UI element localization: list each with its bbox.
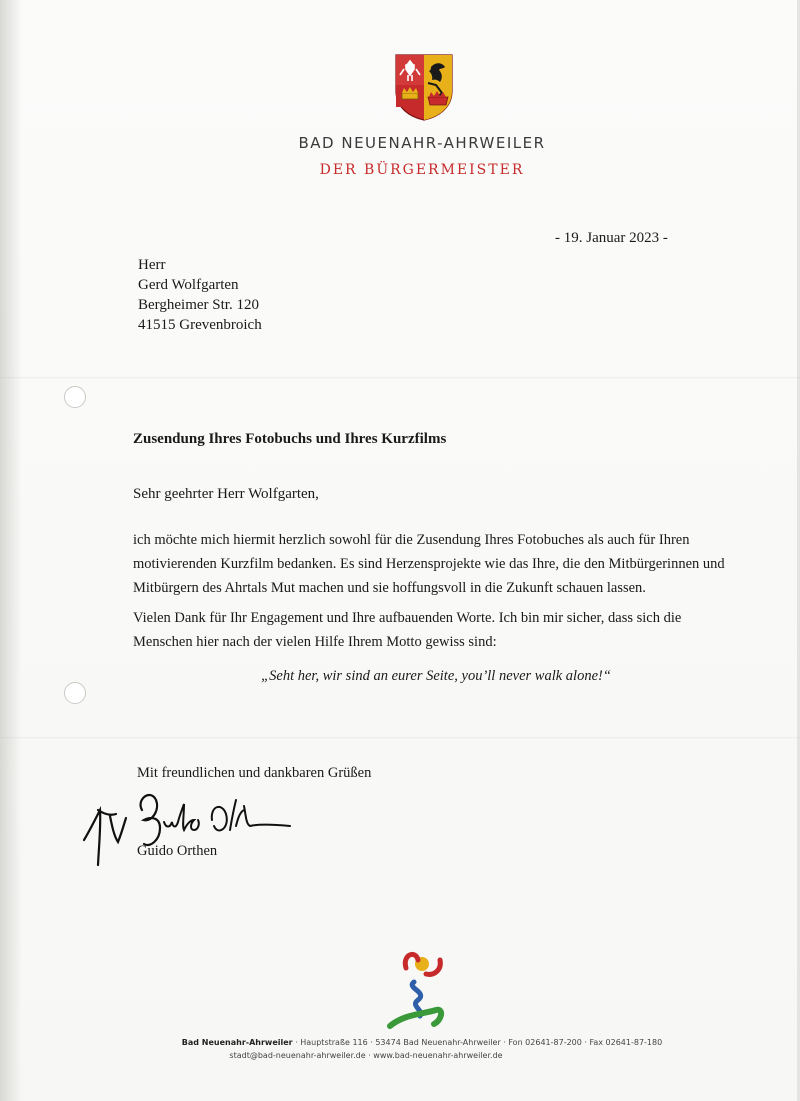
recipient-street: Bergheimer Str. 120: [138, 297, 259, 313]
letterhead-org-name: BAD NEUENAHR-AHRWEILER: [298, 134, 546, 152]
footer-org-name: Bad Neuenahr-Ahrweiler: [181, 1038, 293, 1047]
recipient-city: 41515 Grevenbroich: [138, 317, 262, 333]
body-paragraph-2: Vielen Dank für Ihr Engagement und Ihre aufbauenden Worte. Ich bin mir sicher, dass sich die Menschen hier nach der vielen Hilfe Ihrem Motto gewiss sind:: [133, 610, 682, 650]
footer-contact-line: stadt@bad-neuenahr-ahrweiler.de · www.bad-neuenahr-ahrweiler.de: [229, 1051, 503, 1060]
letterhead-subtitle: DER BÜRGERMEISTER: [319, 162, 525, 178]
signer-name: Guido Orthen: [137, 843, 218, 859]
recipient-name: Gerd Wolfgarten: [138, 277, 239, 293]
fold-line-upper: [0, 377, 800, 379]
punch-hole-upper: [64, 386, 86, 408]
body-paragraph-1: ich möchte mich hiermit herzlich sowohl für die Zusendung Ihres Fotobuches als auch für Ihren motivierenden Kurzfilm bedanken. Es sind Herzensprojekte wie das Ihre, die den Mitbürgerinnen und Mitbürgern des Ahrtals Mut machen und sie hoffungsvoll in die Zukunft schauen lassen.: [133, 532, 725, 596]
recipient-salutation-line: Herr: [138, 257, 166, 273]
city-figure-logo-icon: [384, 950, 448, 1034]
footer-address-line: [0, 1038, 800, 1047]
letter-subject: Zusendung Ihres Fotobuchs und Ihres Kurzfilms: [133, 431, 447, 447]
motto-quote: „Seht her, wir sind an eurer Seite, you’ll never walk alone!“: [261, 668, 611, 684]
fold-line-lower: [0, 737, 800, 739]
punch-hole-lower: [64, 682, 86, 704]
letter-salutation: Sehr geehrter Herr Wolfgarten,: [133, 486, 319, 502]
letter-closing: Mit freundlichen und dankbaren Grüßen: [137, 765, 372, 781]
recipient-address: [138, 255, 262, 335]
letter-date: - 19. Januar 2023 -: [555, 230, 668, 246]
footer-address: · Hauptstraße 116 · 53474 Bad Neuenahr-Ahrweiler · Fon 02641-87-200 · Fax 02641-87-180: [295, 1038, 663, 1047]
coat-of-arms-icon: [394, 53, 454, 121]
